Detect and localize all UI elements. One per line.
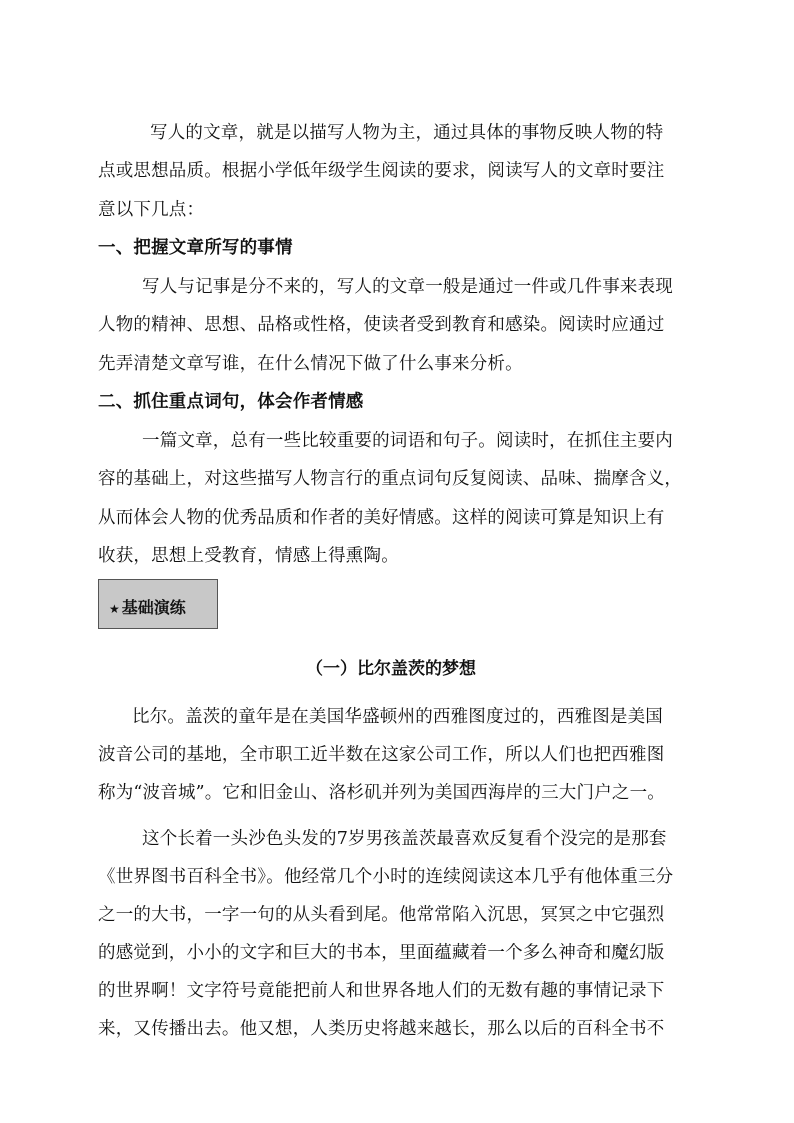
intro-line-2: 点或思想品质。根据小学低年级学生阅读的要求，阅读写人的文章时要注 (98, 161, 665, 181)
section1-line-2: 人物的精神、思想、品格或性格，使读者受到教育和感染。阅读时应通过 (98, 315, 665, 335)
section1-line-3: 先弄清楚文章写谁，在什么情况下做了什么事来分析。 (98, 354, 523, 374)
intro-line-3: 意以下几点： (98, 200, 205, 220)
section2-line-1: 一篇文章，总有一些比较重要的词语和句子。阅读时，在抓住主要内 (142, 431, 673, 451)
story-p2-line-1: 这个长着一头沙色头发的7岁男孩盖茨最喜欢反复看个没完的是那套 (142, 829, 667, 849)
story-p2-line-3: 之一的大书，一字一句的从头看到尾。他常常陷入沉思，冥冥之中它强烈 (98, 905, 665, 925)
section1-line-1: 写人与记事是分不来的，写人的文章一般是通过一件或几件事来表现 (142, 277, 673, 297)
story-p1-line-1: 比尔。盖茨的童年是在美国华盛顿州的西雅图度过的，西雅图是美国 (132, 707, 663, 727)
story-p1-line-2: 波音公司的基地，全市职工近半数在这家公司工作，所以人们也把西雅图 (98, 745, 665, 765)
section-heading-2: 二、抓住重点词句，体会作者情感 (98, 392, 364, 412)
story-p2-line-4: 的感觉到，小小的文字和巨大的书本，里面蕴藏着一个多么神奇和魔幻版 (98, 943, 665, 963)
story-title: （一）比尔盖茨的梦想 (306, 659, 476, 679)
exercise-label: 基础演练 (121, 597, 186, 617)
intro-line-1: 写人的文章，就是以描写人物为主，通过具体的事物反映人物的特 (150, 123, 664, 143)
story-p2-line-5: 的世界啊！文字符号竟能把前人和世界各地人们的无数有趣的事情记录下 (98, 981, 665, 1001)
exercise-badge (98, 579, 218, 629)
story-p1-line-3: 称为“波音城”。它和旧金山、洛杉矶并列为美国西海岸的三大门户之一。 (98, 783, 665, 803)
star-icon: ★ (109, 602, 120, 616)
section2-line-2: 容的基础上，对这些描写人物言行的重点词句反复阅读、品味、揣摩含义， (98, 469, 683, 489)
section2-line-3: 从而体会人物的优秀品质和作者的美好情感。这样的阅读可算是知识上有 (98, 508, 665, 528)
story-p2-line-6: 来，又传播出去。他又想，人类历史将越来越长，那么以后的百科全书不 (98, 1019, 665, 1039)
section-heading-1: 一、把握文章所写的事情 (98, 238, 293, 258)
section2-line-4: 收获，思想上受教育，情感上得熏陶。 (98, 546, 399, 566)
story-p2-line-2: 《世界图书百科全书》。他经常几个小时的连续阅读这本几乎有他体重三分 (98, 867, 674, 887)
